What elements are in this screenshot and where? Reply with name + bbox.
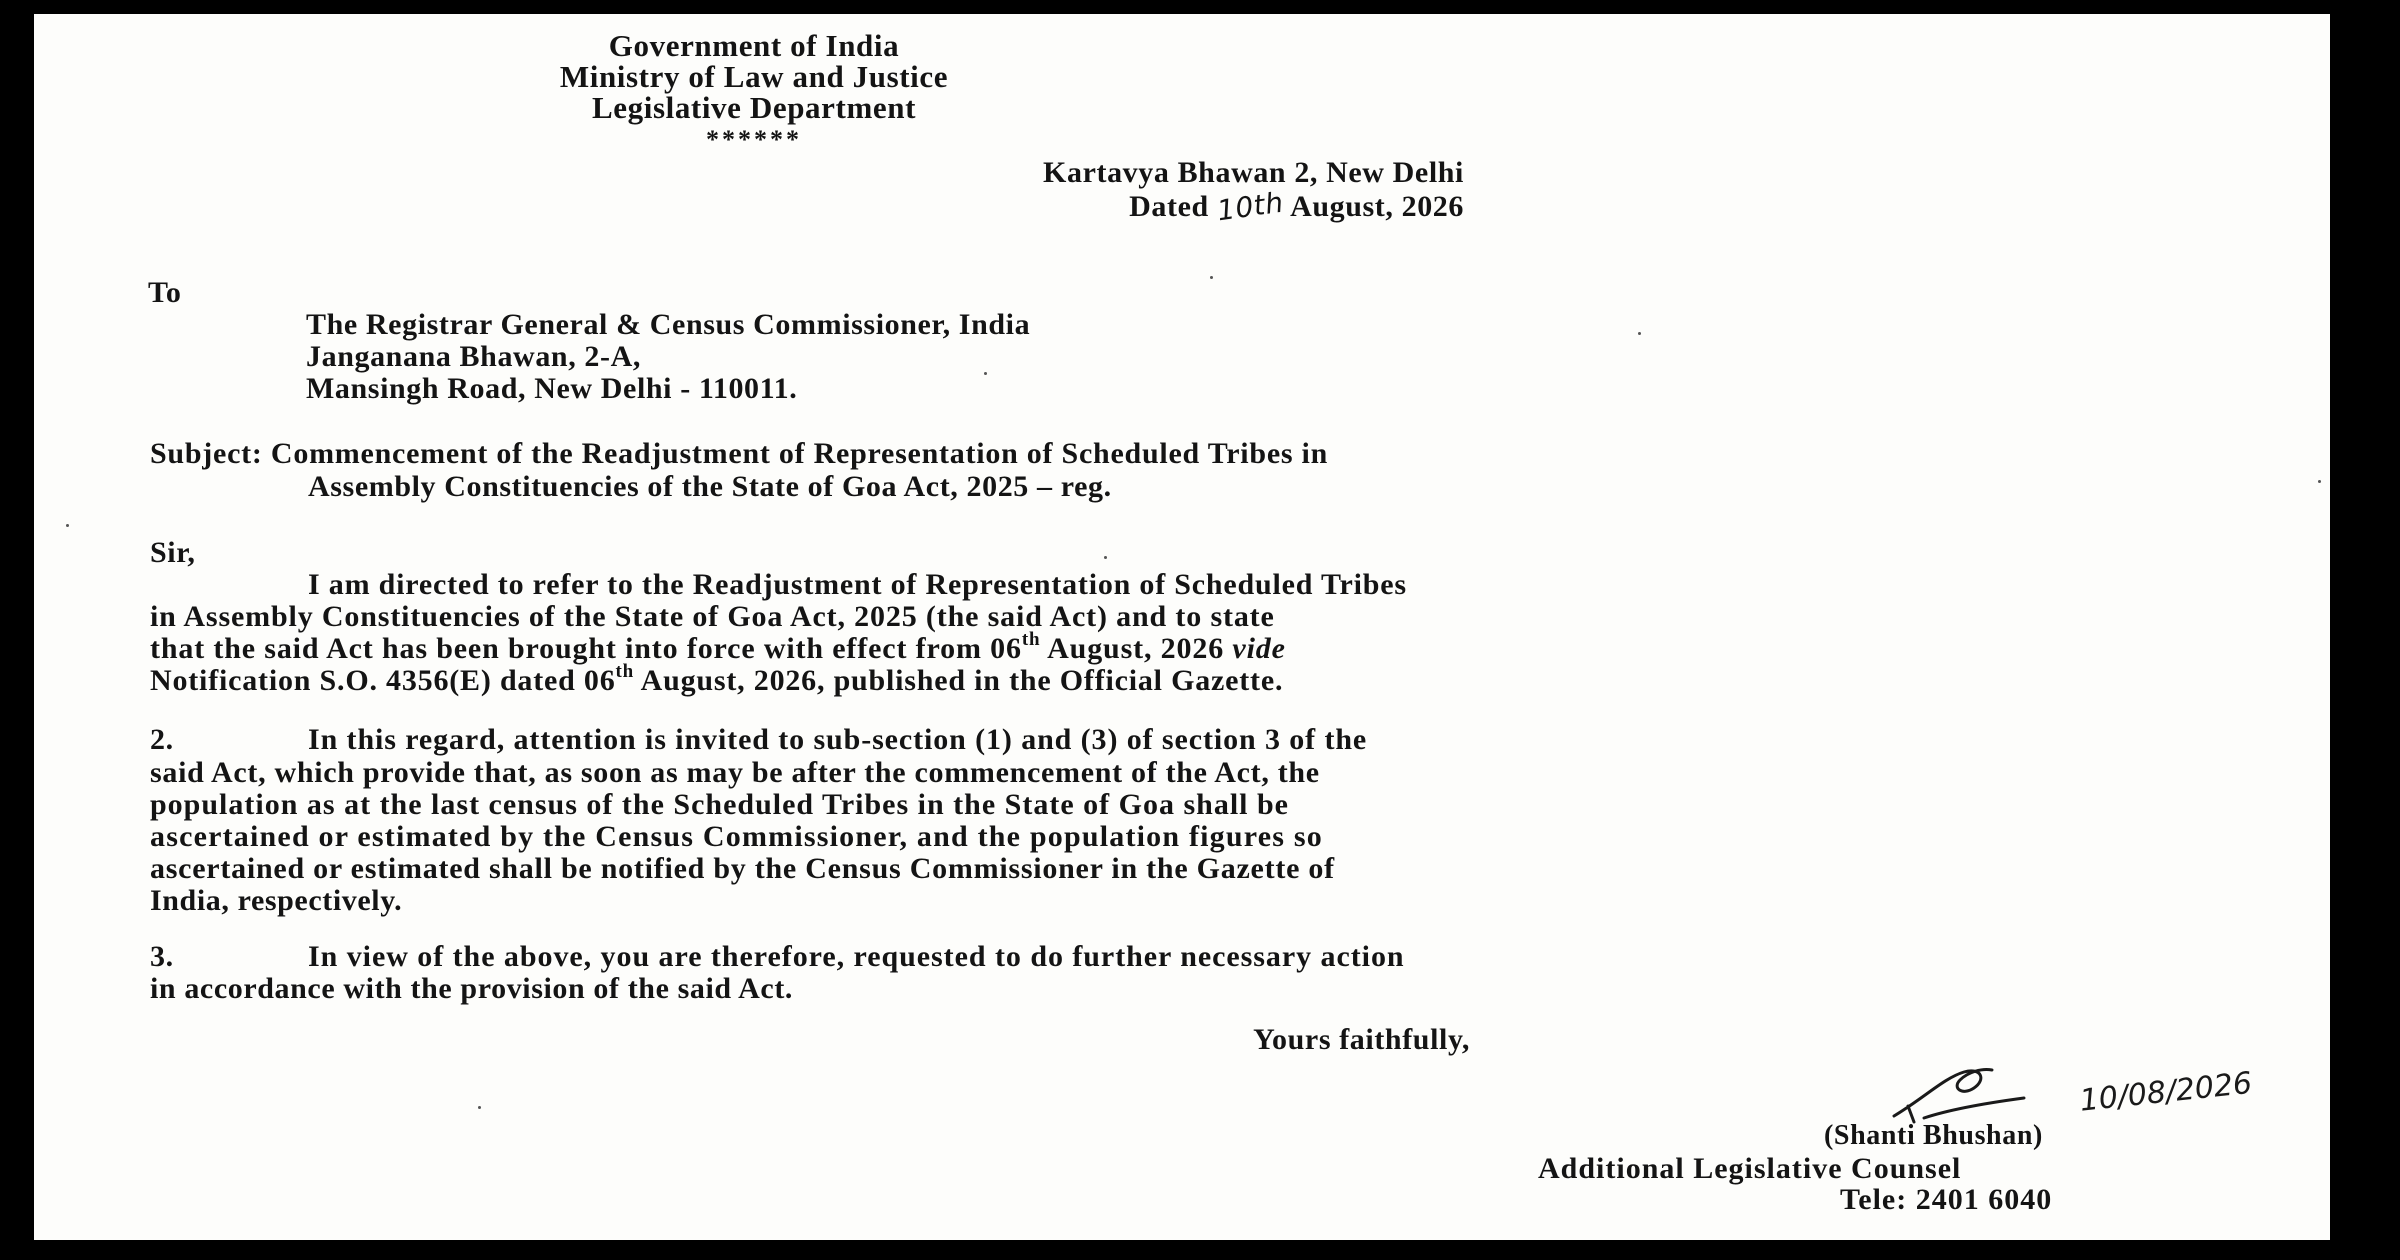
- date-label: Dated: [1129, 190, 1209, 223]
- scan-speck: [1210, 276, 1213, 279]
- date-month-year: August, 2026: [1290, 190, 1464, 223]
- salutation: Sir,: [150, 536, 196, 569]
- letter-page: [34, 14, 2330, 1240]
- to-label: To: [148, 276, 182, 309]
- para2-line2: said Act, which provide that, as soon as may be after the commencement of the Act, the: [150, 756, 1320, 789]
- subject-line2: Assembly Constituencies of the State of Goa Act, 2025 – reg.: [308, 470, 1112, 503]
- para2-line4: ascertained or estimated by the Census Commissioner, and the population figures so: [150, 820, 1323, 853]
- para1-line3-text: that the said Act has been brought into force with effect from 06: [150, 632, 1022, 665]
- para2-line6: India, respectively.: [150, 884, 403, 917]
- para1-line1: I am directed to refer to the Readjustment of Representation of Scheduled Tribes: [308, 568, 1407, 601]
- recipient-line1: The Registrar General & Census Commissioner, India: [306, 308, 1031, 341]
- superscript: th: [615, 661, 635, 682]
- scan-speck: [66, 524, 69, 527]
- header-stars: ******: [706, 125, 802, 154]
- recipient-line3: Mansingh Road, New Delhi - 110011.: [306, 372, 798, 405]
- para3-line1: In view of the above, you are therefore, requested to do further necessary action: [308, 940, 1405, 973]
- para2-line5: ascertained or estimated shall be notified by the Census Commissioner in the Gazette of: [150, 852, 1335, 885]
- signatory-telephone: Tele: 2401 6040: [1840, 1183, 2053, 1216]
- para3-line2: in accordance with the provision of the said Act.: [150, 972, 794, 1005]
- para1-line3: [150, 629, 1286, 665]
- subject-line1: Subject: Commencement of the Readjustment of Representation of Scheduled Tribes in: [150, 437, 1329, 470]
- recipient-line2: Janganana Bhawan, 2-A,: [306, 340, 641, 373]
- para3-number: 3.: [150, 940, 174, 973]
- para2-line1: In this regard, attention is invited to sub-section (1) and (3) of section 3 of the: [308, 723, 1368, 756]
- scan-speck: [1104, 556, 1107, 559]
- handwritten-signature: [1864, 1058, 2330, 1128]
- para1-line4-rest: August, 2026, published in the Official Gazette.: [634, 664, 1284, 697]
- header-government: Government of India: [608, 28, 900, 63]
- para2-number: 2.: [150, 723, 174, 756]
- signatory-name: (Shanti Bhushan): [1824, 1120, 2043, 1151]
- office-address: Kartavya Bhawan 2, New Delhi: [1043, 156, 1464, 189]
- signature-date: 10/08/2026: [2078, 1065, 2254, 1119]
- superscript: th: [1021, 629, 1041, 650]
- scan-speck: [1638, 332, 1641, 335]
- scan-speck: [2318, 480, 2321, 483]
- para2-line3: population as at the last census of the Scheduled Tribes in the State of Goa shall be: [150, 788, 1289, 821]
- signatory-designation: Additional Legislative Counsel: [1538, 1152, 1962, 1185]
- vide-italic: vide: [1232, 632, 1286, 665]
- scan-speck: [984, 372, 987, 375]
- para1-line3-date: August, 2026: [1040, 632, 1233, 665]
- date-handwritten-day: 10th: [1214, 185, 1286, 228]
- para1-line4-text: Notification S.O. 4356(E) dated 06: [150, 664, 616, 697]
- para1-line2: in Assembly Constituencies of the State of Goa Act, 2025 (the said Act) and to state: [150, 600, 1275, 633]
- letter-date: [1129, 185, 1464, 228]
- para1-line4: [150, 661, 1284, 697]
- header-ministry: Ministry of Law and Justice: [559, 59, 949, 94]
- scan-speck: [478, 1106, 481, 1109]
- header-department: Legislative Department: [592, 90, 916, 125]
- yours-faithfully: Yours faithfully,: [1253, 1023, 1470, 1056]
